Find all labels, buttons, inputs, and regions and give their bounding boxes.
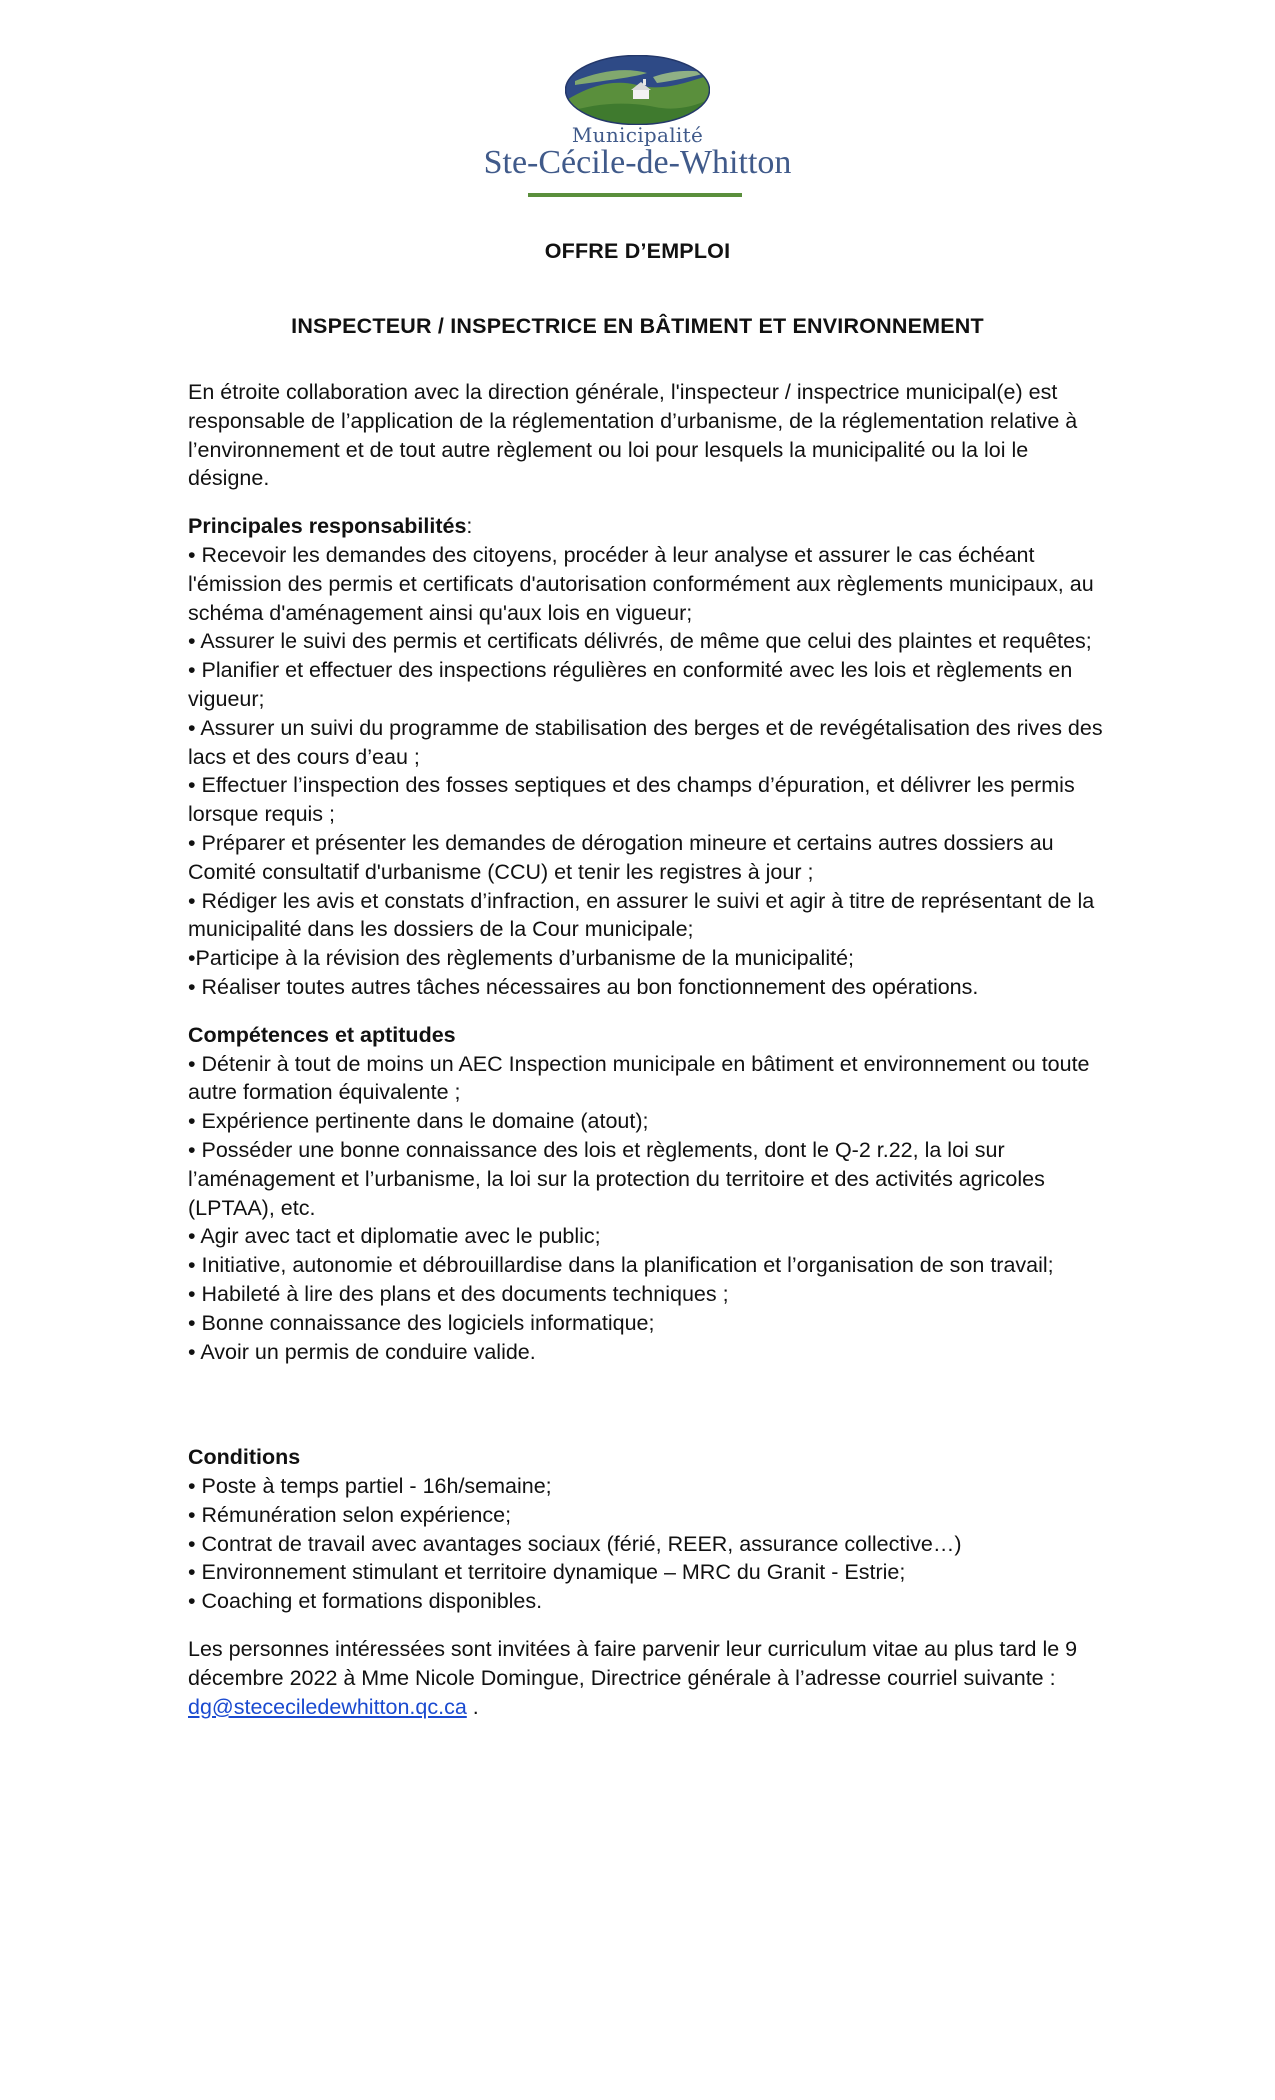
list-item: • Détenir à tout de moins un AEC Inspection municipale en bâtiment et environnement ou toute autre formation équivalente ;	[188, 1051, 1090, 1105]
list-item: • Contrat de travail avec avantages sociaux (férié, REER, assurance collective…)	[188, 1531, 962, 1556]
list-item: • Effectuer l’inspection des fosses septiques et des champs d’épuration, et délivrer les permis lorsque requis ;	[188, 773, 1075, 827]
logo-municipality-label: Municipalité	[571, 123, 704, 147]
list-item: • Poste à temps partiel - 16h/semaine;	[188, 1474, 552, 1499]
skills-list	[188, 1050, 1108, 1367]
list-item: • Assurer le suivi des permis et certificats délivrés, de même que celui des plaintes et requêtes;	[188, 629, 1092, 654]
list-item: •Participe à la révision des règlements d’urbanisme de la municipalité;	[188, 946, 854, 971]
document-heading: OFFRE D’EMPLOI	[544, 239, 731, 263]
list-item: • Initiative, autonomie et débrouillardise dans la planification et l’organisation de son travail;	[188, 1253, 1054, 1278]
intro-paragraph: En étroite collaboration avec la direction générale, l'inspecteur / inspectrice municipal(e) est responsable de l’application de la réglementation d’urbanisme, de la réglementation relative à l’environnement et de tout autre règlement ou loi pour lesquels la municipalité ou la loi le désigne.	[188, 380, 1078, 491]
municipality-logo	[460, 55, 815, 200]
responsibilities-title-colon: :	[466, 514, 473, 539]
list-item: • Expérience pertinente dans le domaine (atout);	[188, 1109, 649, 1134]
list-item: • Posséder une bonne connaissance des lois et règlements, dont le Q-2 r.22, la loi sur l’aménagement et l’urbanisme, la loi sur la protection du territoire et des activités agricoles (LPTAA), etc.	[188, 1137, 1045, 1220]
landscape-emblem-icon	[565, 55, 710, 125]
responsibilities-title: Principales responsabilités	[188, 514, 467, 539]
document-body	[188, 378, 1108, 1721]
list-item: • Rédiger les avis et constats d’infraction, en assurer le suivi et agir à titre de représentant de la municipalité dans les dossiers de la Cour municipale;	[188, 888, 1095, 942]
skills-title: Compétences et aptitudes	[188, 1022, 456, 1047]
list-item: • Réaliser toutes autres tâches nécessaires au bon fonctionnement des opérations.	[188, 974, 979, 999]
list-item: • Bonne connaissance des logiciels informatique;	[188, 1310, 655, 1335]
list-item: • Planifier et effectuer des inspections régulières en conformité avec les lois et règlements en vigueur;	[188, 658, 1073, 711]
conditions-title: Conditions	[188, 1445, 301, 1470]
logo-divider	[528, 193, 742, 197]
list-item: • Agir avec tact et diplomatie avec le public;	[188, 1224, 601, 1249]
list-item: • Coaching et formations disponibles.	[188, 1589, 543, 1614]
logo-municipality-name: Ste-Cécile-de-Whitton	[483, 144, 792, 181]
closing-paragraph	[188, 1635, 1108, 1721]
list-item: • Environnement stimulant et territoire dynamique – MRC du Granit - Estrie;	[188, 1560, 906, 1585]
email-link[interactable]: dg@stececiledewhitton.qc.ca	[188, 1694, 467, 1719]
list-item: • Recevoir les demandes des citoyens, procéder à leur analyse et assurer le cas échéant l'émission des permis et certificats d'autorisation conformément aux règlements municipaux, au schéma d'aménagement ainsi qu'aux lois en vigueur;	[188, 542, 1094, 625]
list-item: • Habileté à lire des plans et des documents techniques ;	[188, 1281, 729, 1306]
job-title: INSPECTEUR / INSPECTRICE EN BÂTIMENT ET ENVIRONNEMENT	[291, 314, 984, 338]
list-item: • Assurer un suivi du programme de stabilisation des berges et de revégétalisation des rives des lacs et des cours d’eau ;	[188, 715, 1103, 769]
closing-text: Les personnes intéressées sont invitées à faire parvenir leur curriculum vitae au plus tard le 9 décembre 2022 à Mme Nicole Domingue, Directrice générale à l’adresse courriel suivante :	[188, 1637, 1078, 1690]
responsibilities-heading	[188, 512, 1108, 541]
closing-end: .	[466, 1694, 479, 1719]
list-item: • Préparer et présenter les demandes de dérogation mineure et certains autres dossiers au Comité consultatif d'urbanisme (CCU) et tenir les registres à jour ;	[188, 830, 1054, 884]
list-item: • Rémunération selon expérience;	[188, 1502, 512, 1527]
list-item: • Avoir un permis de conduire valide.	[188, 1339, 536, 1364]
conditions-list	[188, 1472, 1108, 1616]
responsibilities-list	[188, 541, 1108, 1002]
